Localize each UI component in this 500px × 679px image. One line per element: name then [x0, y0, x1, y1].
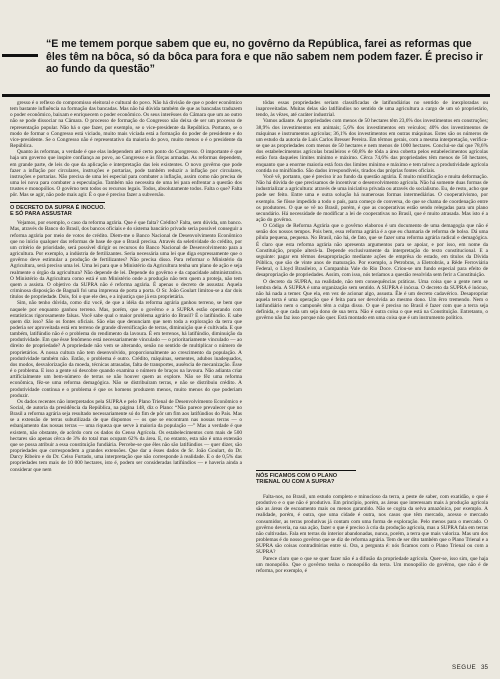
- paragraph: Parece claro que o que se quer fazer não é a difusão da propriedade agrícola. Quer-se, isso sim, que haja um monopólio. Que o govêrno tenha o monopólio da terra. Um monopólio do govêrno, que não é de reforma, por exemplo, é: [256, 555, 488, 574]
- right-column: [256, 100, 488, 466]
- page-number: 35: [481, 664, 488, 671]
- right-column-bottom: [256, 494, 488, 660]
- continued-label: SEGUE: [452, 664, 477, 671]
- paragraph: Você vê, portanto, que é preciso ir ao fundo da questão agrária. É muito mistificação e muita deformação. Não há dúvida de que precisamos de incentivar o desenvolvimento agrícola. Não há somente duas formas de industrializar a agricultura: através de uma iniciativa privada ou através do socialismo. Eu, de resto, acho que pode ser feito. Entre uma e outra solução há numerosas formas intermediárias. O cooperativismo, por exemplo. Se fôsse impedido a todo o país, para começo de conversa, do que se chama de coordenação entre os produtores. O que se vê no Brasil, porém, é que as cooperativas estão sendo relegadas para um plano secundário. Há necessidade de modificar a lei de cooperativas no Brasil, que é muito atrasada. Mas isto é a ação do govêrno.: [256, 173, 488, 223]
- paragraph: Quanto às reformas, a verdade é que elas independem até certo ponto do Congresso. O importante é que haja um governo que inspire confiança ao povo, ao Congresso e às fôrças armadas. As reformas dependem, em grande parte, de leis do que da aplicação e interpretação das leis existentes. O novo govêrno que pode fazer a inflação por circulares, instruções e portarias, pode também reduzir a inflação por circulares, instruções e portarias. Não precisa de uma lei especial para combater a inflação, assim como não precisa de uma lei nova para combater a especulação. Também não necessita de uma lei para enfrentar a questão dos trustes e monopólios. O govêrno tem todos os recursos legais. Todos, absolutamente todos. Falta o que? Falta pôr. Mas se agir, não pode mais agir. É o que é preciso fazer a subversão.: [10, 149, 242, 199]
- section-subhead: O DECRETO DA SUPRA É INOCUO. E SÓ PARA ASSUSTAR: [10, 202, 105, 218]
- paragraph: tôdas essas propriedades seriam classificadas de latifundiárias no sentido de inexploradas ou inaproveitadas. Muitas delas são latifúndios no sentido de uma agricultura a cargo de um só proprietário, tendo, às vêzes, até caráter industrial.: [256, 100, 488, 119]
- paragraph: Vamos adiante. As propriedades com menos de 50 hectares têm 23,6% dos investimentos em construções; 38,9% dos investimentos em animais; 5,6% dos investimentos em veículos; 40% dos investimentos de máquinas e instrumentos agrícolas; 36,1% dos investimentos em outras máquinas. Estes são os números de um estudo da autoria de Luís Carlos Bresser Pereira. Em têrmos gerais, com a mesma interpretação, verifica-se que as propriedades com menos de 50 hectares e nem menos de 1000 hectares. Conclui-se daí que 78,6% dos estabelecimentos agrícolas brasileiros e 60,8% de tôda a área coberta pelos estabelecimentos agrícolas estão fora daqueles limites mínimo e máximo. Cêrca 74,6% das propriedades têm menos de 50 hectares, enquanto que a enorme maioria está fora dos limites mínimo e máximo e tem talvez a produtividade agrícola contida no minifúndio. São dados irrespondíveis, tirados das próprias fontes oficiais.: [256, 118, 488, 174]
- paragraph: gresso é o reflexo do compromisso eleitoral e cultural do povo. Não há divisão de que o poder econômico tem bastante influência na formação das bancadas. Mas não há dúvida também de que as bancadas traduzem o poder econômico, baixam e enriquecem o poder econômico. Os seus interêsses do Câmara que um ao outro não se pode dissociar na Câmara. O processo de formação do Congresso não deixa de ser um processo de representação popular. Não há o que fazer, por exemplo, se o vice-presidente da República. Portanto, se o modo de formar o Congresso está viciado, muito mais viciada está a formação do poder de presidente e do vice-presidente. Se o Congresso não é representativo da maioria do povo, muito menos o é o presidente da República.: [10, 100, 242, 150]
- paragraph: O decreto da SUPRA, na realidade, não tem consequências práticas. Uma coisa que a gente nem se lembra dela. A SUPRA é uma organização sem sentido. A SUPRA é inócua. O decreto da SUPRA é inócuo, não há nada a temer. Que ela, em vez de acionar algo, assusta. Êle é um decreto cadavérico. Desapropriar aquela terra é uma operação que é feita para ser devolvida ao mesmo dono. Um êrro tremendo. Nem o latifundiário nem o camponês têm a culpa disso. O que é preciso no Brasil é fazer com que a terra seja definida, e que cada um seja dono de sua terra. Não é outra coisa o que está na Constituição. Entretanto, o govêrno não faz isso porque não quer. Está montado em uma coisa que é um instrumento político.: [256, 278, 488, 322]
- header-quote-block: [2, 24, 490, 97]
- paragraph: Os dados recentes não interpretados pela SUPRA e pelo Plano Trienal de Desenvolvimento Econômico e Social, de autoria da presidência da República, na página 148, diz o Plano: “Não parece prevalecer que no Brasil a reforma agrária seja resultado necessariamente só do fim de pôr um fim aos latifúndios do País. Mas se a extensão de terras subutilizada de que dispomos — os que se encontram nas nossas terras — o esbanjamento das nossas terras — uma riqueza que serve à maioria da população —” Mas a verdade é que existem, não obstante, de acôrdo com os dados do Censo Agrícola. Os estabelecimentos com mais de 500 hectares são apenas cêrca de 3% do total mas ocupam 62% da área. E, no entanto, esta não é uma extensão que se possa atribuir a essa constituição fundiária. Percebe-se que êles não são latifúndios — quer dizer, são propriedades que correspondem a grandes extensões. Que dar a êsses dados de Sr. João Goulart, do Dr. Darcy Ribeiro e do Dr. Celso Furtado, uma interpretação que não corresponde à realidade. E o de 0,5% das propriedades tem mais de 10 000 hectares, isto é, podem ser consideradas latifúndios — e haveria ainda a considerar que nem: [10, 398, 242, 473]
- paragraph: O Código de Reforma Agrária que o govêrno elaborou é um documento de uma demagogia que não é senão dos nossos tempos. Pois bem, essa reforma agrária é a que eu chamaria de reforma de bolso. Dá uma pilula pequena, pequena. No Brasil, não há, de fato, que se fazer uma reforma agrária radical e demagógica. É claro que esta reforma agrária não apresenta argumentos para se apoiar, e por isso, em nome da Constituição, propõe alterá-la. Depende exclusivamente da interpretação do texto constitucional. E a seguinte: pagar em têrmos desapropriação mediante ações de emprêsa do estado, em títulos da Dívida Pública, que são de vinte anos de maturação. Por exemplo, a Petrobras, a Eletrobrás, a Rêde Ferroviária Federal, o Lloyd Brasileiro, a Companhia Vale do Rio Doce. Criou-se um fundo especial para efeito de desapropriação de propriedades. Assim, com isso, nós teríamos a questão resolvida sem ferir a Constituição.: [256, 223, 488, 279]
- section-subhead-2: NÓS FICAMOS COM O PLANO TRIENAL OU COM A SUPRA?: [256, 470, 356, 486]
- paragraph: Sim, não tenho dúvida, como diz você, de que a idéia da reforma agrária ganhou terreno, se bem que naquele por enquanto ganhou terreno. Mas, porém, que o govêrno e a SUPRA estão operando com estatísticas rigorosamente falsas. Você sabe qual o maior problema agrário do Brasil? É o latifúndio. E sabe quem diz isso? São os fontes oficiais. São elas que denunciam que nem toda a exploração da terra que poderia ser aproveitada está em terreno de grande diversificação de terras, diminuição que é cultivada. E que também, latifúndio não é o problema do rendimento da lavoura. É em terrenos, há latifúndio, diminuição da produtividade. Em que êsse fenômeno está necessariamente vinculado — o prioritariamente vinculado — ao direito de propriedade? A propriedade não vem se alterando, senão no sentido de multiplicar o número de proprietários. A nossa cultura não tem desenvolvido, proporcionalmente ao crescimento da população. A produtividade também não. Então, o problema é outro. Crédito, máquinas, sementes, adubos inadequados, dos modos, desvalorização da moeda, técnicas atrasadas, falta de transportes, ausência de mecanização. Ésse é o problema. E isso a gente só descobre quando examina o número de braços na lavoura. Não adianta criar artificialmente um bem-número de terras se não houver quem as explore. Não se fêz uma reforma econômica, fêz-se uma reforma demagógica. Não se distribuíram terras, e não se distribuiu crédito. A produtividade continua e o problema é que os homens produzem menos, muito menos do que poderiam produzir.: [10, 300, 242, 399]
- pull-quote: “E me temem porque sabem que eu, no govêrno da República, farei as reformas que êles têm na bôca, só da bôca para fora e que não sabem nem podem fazer. É preciso ir ao fundo da questão”: [46, 38, 483, 76]
- rule-accent: [2, 54, 38, 57]
- paragraph: Vejamos, por exemplo, o caso da reforma agrária. Que é que falta? Crédito? Falta, sem dúvida, um banco. Mas, através do Banco do Brasil, dos bancos oficiais e do sistema bancário privado seria possível conseguir a reforma agrária por meio de votos de crédito. Diem-me o Banco Nacional de Desenvolvimento Econômico que no início qualquer das reformas de base de que o Brasil precisa. Através da seletividade do crédito, por um critério de prioridade, será possível dirigir os recursos do Banco Nacional de Desenvolvimento para a agricultura. Por exemplo, a indústria de fertilizantes. Seria necessária uma lei que diga expressamente que o govêrno deve estimular a produção de fertilizantes? Não precisa disso. Para reformar o Ministério da Agricultura, será preciso uma lei. Uma lei para que o Ministério da Agricultura tenha um plano de ação e seja realmente o órgão da agricultura? Não depende de lei. Depende do govêrno e da capacidade administrativa. O Ministério da Agricultura como está é um Ministério onde a produção não tem quem a proteja, não tem quem a assista. O objetivo da SUPRA não é reforma agrária. É apenas o decreto de assustar. Aquela criminosa disposição de Bagnali foi uma imprensa de porta a porta. O Sr. João Goulart limitou-se a dar dois títulos de propriedade. Dois, foi o que ele deu, e a injustiça que já era proprietária.: [10, 220, 242, 301]
- left-column: [10, 100, 242, 668]
- paragraph: Falta-nos, no Brasil, um estudo completo e minucioso da terra, a peste de saber, com exatidão, o que é produtivo e o que não é produtivo. Em princípio, porém, as áreas que interessam mais à produção agrícola são as áreas de escoamento mais ou menos garantido. Não se cogita da selva amazônica, por exemplo. A realidade, porém, é outra, que uma cidade é outra, nos casos que têm mercado, acesso e mercado consumidor, as terras produtivas já contam com uma forma de exploração. Pelo menos para o mercado. O govêrno deveria, na sua ação, fazer o que é preciso à cria da produção agrícola, mas a SUPRA fala em terras não cultivadas. Fala em terras do interior abandonadas, nunca, porém, a terra que mais valoriza. Mas um dos problemas é do nosso govêrno que se diz de reforma agrária. Tem de ser dito também que o Plano Trienal e a SUPRA são coisas contraditórias entre si. Ora, a pergunta é: nós ficamos com o Plano Trienal ou com a SUPRA?: [256, 494, 488, 556]
